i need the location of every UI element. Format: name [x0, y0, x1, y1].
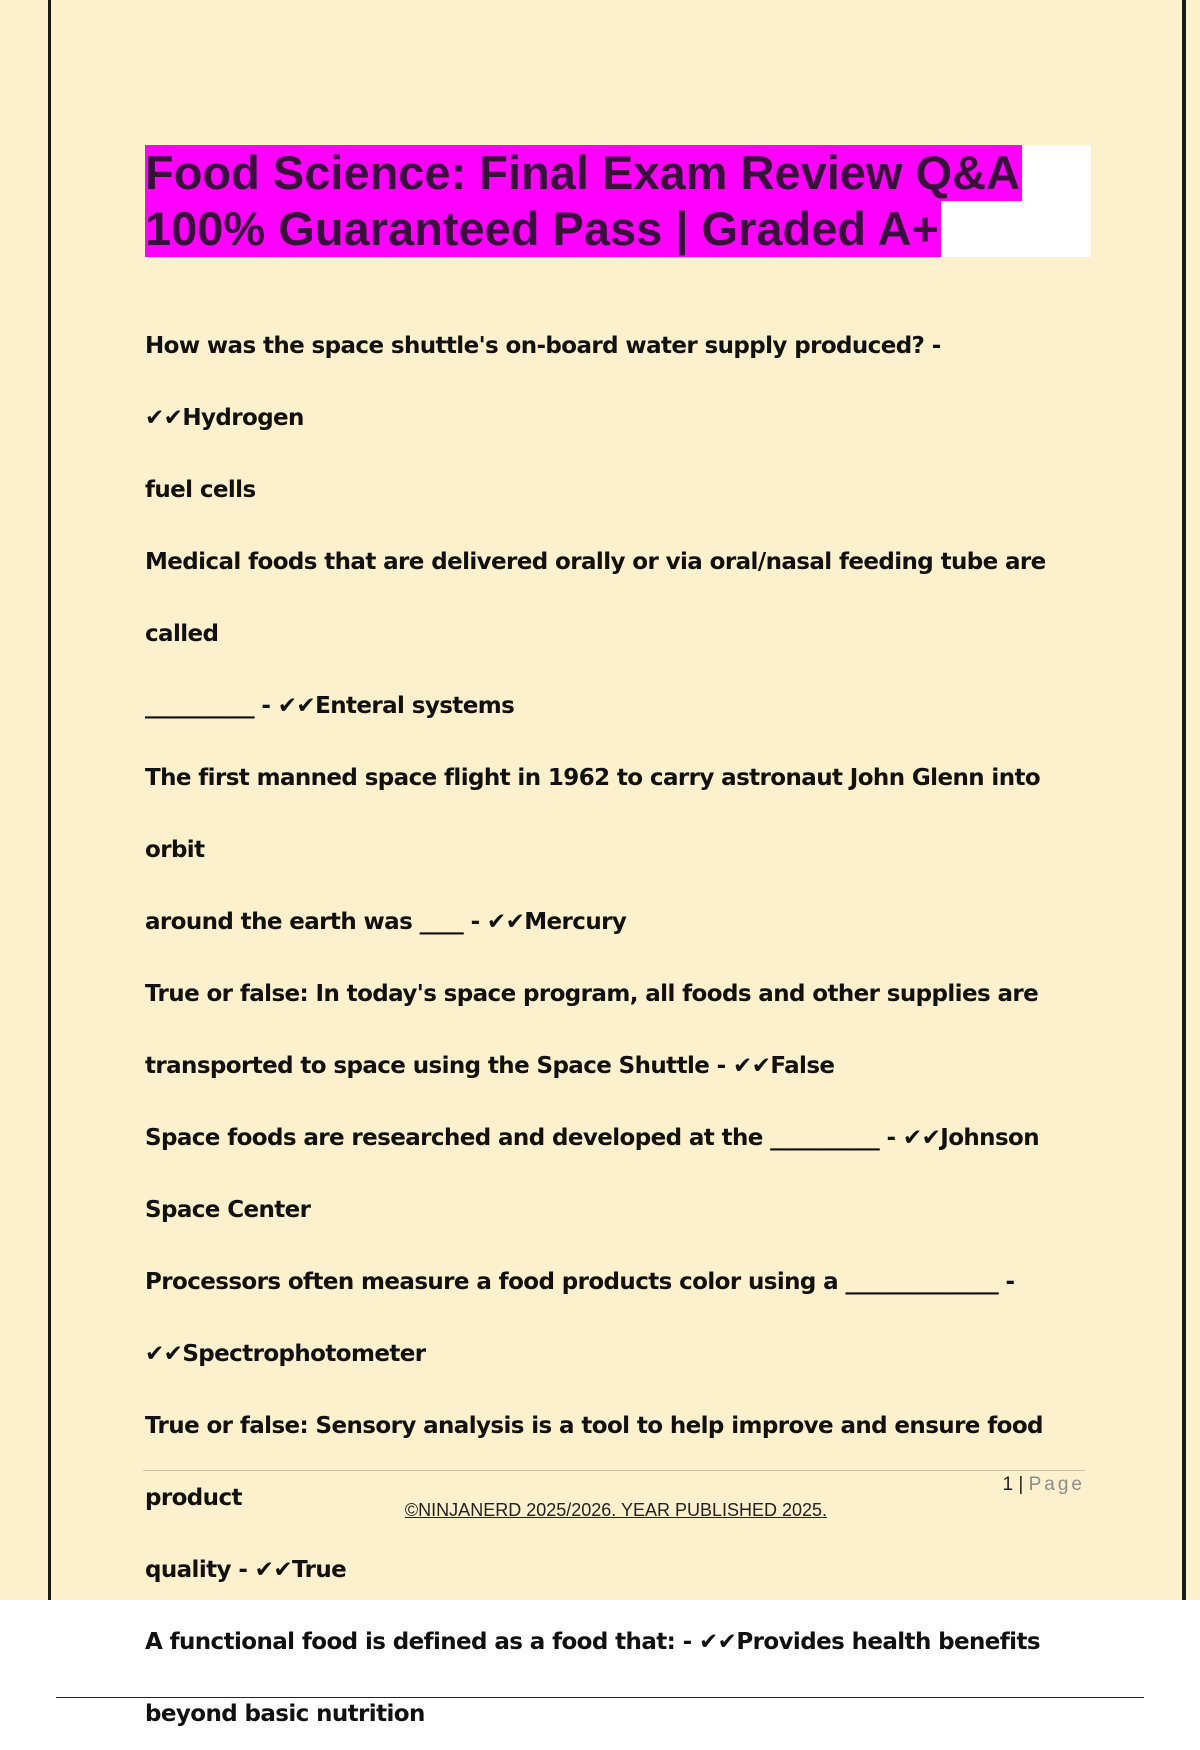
- qa-line: beyond basic nutrition: [145, 1701, 425, 1727]
- copyright-footer: ©NINJANERD 2025/2026. YEAR PUBLISHED 2025.: [404, 1500, 828, 1520]
- qa-line: Space Center: [145, 1197, 311, 1223]
- title-line-1: Food Science: Final Exam Review Q&A: [145, 146, 1020, 199]
- qa-line: True or false: Sensory analysis is a tool to help improve and ensure food product: [145, 1413, 1043, 1511]
- document-title: [145, 145, 1091, 257]
- qa-line: quality - ✔✔True: [145, 1557, 347, 1583]
- title-line-2: 100% Guaranteed Pass | Graded A+: [145, 202, 939, 255]
- footer-divider: [143, 1470, 1085, 1471]
- qa-line: ✔✔Spectrophotometer: [145, 1341, 426, 1367]
- qa-line: __________ - ✔✔Enteral systems: [145, 693, 515, 719]
- page-number-value: 1: [1002, 1474, 1014, 1495]
- page-number: [960, 1474, 1085, 1496]
- page-label: Page: [1028, 1474, 1085, 1495]
- qa-line: around the earth was ____ - ✔✔Mercury: [145, 909, 627, 935]
- bottom-divider: [56, 1697, 1144, 1698]
- page-border-right: [1182, 0, 1186, 1600]
- qa-list: [145, 310, 1095, 1750]
- qa-line: fuel cells: [145, 477, 256, 503]
- qa-line: Processors often measure a food products color using a ______________ -: [145, 1269, 1015, 1295]
- qa-line: A functional food is defined as a food that: - ✔✔Provides health benefits: [145, 1629, 1040, 1655]
- qa-line: True or false: In today's space program, all foods and other supplies are: [145, 981, 1039, 1007]
- qa-line: How was the space shuttle's on-board water supply produced? - ✔✔Hydrogen: [145, 333, 941, 431]
- page-border-left: [48, 0, 51, 1600]
- qa-line: The first manned space flight in 1962 to carry astronaut John Glenn into orbit: [145, 765, 1041, 863]
- qa-line: Space foods are researched and developed at the __________ - ✔✔Johnson: [145, 1125, 1040, 1151]
- qa-line: transported to space using the Space Shuttle - ✔✔False: [145, 1053, 835, 1079]
- page-number-separator: |: [1018, 1474, 1024, 1495]
- qa-line: Medical foods that are delivered orally or via oral/nasal feeding tube are called: [145, 549, 1046, 647]
